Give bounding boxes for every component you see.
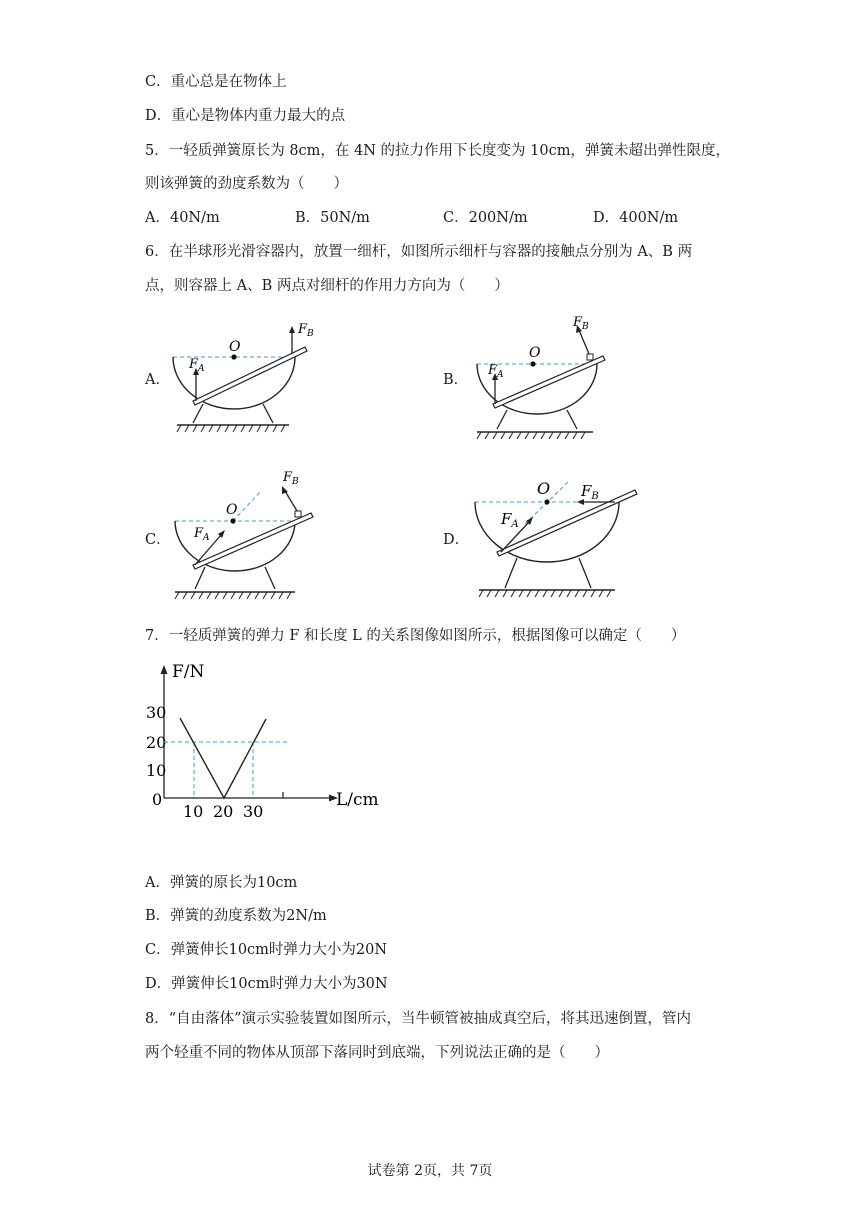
q6-figure-a (165, 315, 325, 440)
q6-stem-line1: 6．在半球形光滑容器内，放置一细杆，如图所示细杆与容器的接触点分别为 A、B 两 (145, 244, 693, 260)
q5-option-c: C．200N/m (443, 210, 528, 226)
q6-option-b-label: B． (443, 372, 469, 388)
q7-option-c: C．弹簧伸长10cm时弹力大小为20N (145, 942, 388, 958)
x-tick-20: 20 (213, 802, 234, 821)
force-a-subscript: A (511, 519, 519, 530)
q5-option-b: B．50N/m (295, 210, 370, 226)
force-b-label: F (298, 322, 308, 337)
force-b-label: F (573, 315, 583, 330)
page-footer: 试卷第 2页，共 7页 (367, 1163, 493, 1179)
svg-text:FA (193, 526, 210, 543)
svg-text:FA (500, 510, 519, 530)
point-o-label: O (529, 345, 541, 361)
force-a-label: F (189, 357, 199, 372)
svg-text:FB (297, 322, 314, 339)
svg-text:FB (580, 482, 599, 502)
point-o-label: O (537, 479, 551, 498)
svg-text:FA (487, 363, 504, 380)
q7-graph (140, 655, 390, 830)
svg-text:FB (282, 470, 299, 487)
q5-stem-line2: 则该弹簧的劲度系数为（ ） (145, 176, 348, 192)
y-tick-0: 0 (152, 790, 163, 809)
force-b-subscript: B (307, 329, 314, 339)
q6-figure-c (165, 465, 330, 610)
point-o-label: O (229, 339, 241, 355)
q6-option-d-label: D． (443, 532, 470, 548)
y-tick-10: 10 (146, 761, 167, 780)
q4-option-d: D．重心是物体内重力最大的点 (145, 108, 346, 124)
q7-option-b: B．弹簧的劲度系数为2N/m (145, 908, 327, 924)
force-a-label: F (194, 526, 204, 541)
q6-stem-line2: 点，则容器上 A、B 两点对细杆的作用力方向为（ ） (145, 278, 509, 294)
x-tick-30: 30 (243, 802, 264, 821)
y-tick-30: 30 (146, 703, 167, 722)
q4-option-c: C．重心总是在物体上 (145, 74, 287, 90)
point-o-label: O (226, 502, 238, 518)
force-b-subscript: B (582, 322, 589, 332)
force-a-label: F (501, 510, 512, 528)
force-b-label: F (283, 470, 293, 485)
x-tick-10: 10 (183, 802, 204, 821)
graph-ylabel: F/N (172, 662, 205, 682)
force-b-subscript: B (292, 477, 299, 487)
q7-option-a: A．弹簧的原长为10cm (145, 875, 298, 891)
force-a-subscript: A (497, 370, 504, 380)
q6-option-c-label: C． (145, 532, 171, 548)
force-b-subscript: B (591, 491, 599, 502)
svg-text:FB (572, 315, 589, 332)
q8-stem-line2: 两个轻重不同的物体从顶部下落同时到底端，下列说法正确的是（ ） (145, 1045, 609, 1061)
q6-figure-d (465, 472, 645, 607)
q5-option-d: D．400N/m (593, 210, 679, 226)
q5-stem-line1: 5．一轻质弹簧原长为 8cm，在 4N 的拉力作用下长度变为 10cm，弹簧未超出弹性限度， (145, 143, 730, 159)
q7-stem: 7．一轻质弹簧的弹力 F 和长度 L 的关系图像如图所示，根据图像可以确定（ ） (145, 628, 686, 644)
q6-option-a-label: A． (145, 372, 170, 388)
q8-stem-line1: 8．“自由落体”演示实验装置如图所示，当牛顿管被抽成真空后，将其迅速倒置，管内 (145, 1011, 692, 1027)
svg-text:FA (188, 357, 205, 374)
q6-figure-b (465, 312, 625, 442)
force-b-label: F (581, 482, 592, 500)
q5-option-a: A．40N/m (145, 210, 220, 226)
force-a-label: F (488, 363, 498, 378)
force-a-subscript: A (203, 533, 210, 543)
q7-option-d: D．弹簧伸长10cm时弹力大小为30N (145, 976, 388, 992)
graph-xlabel: L/cm (336, 790, 379, 810)
y-tick-20: 20 (146, 733, 167, 752)
force-a-subscript: A (198, 364, 205, 374)
